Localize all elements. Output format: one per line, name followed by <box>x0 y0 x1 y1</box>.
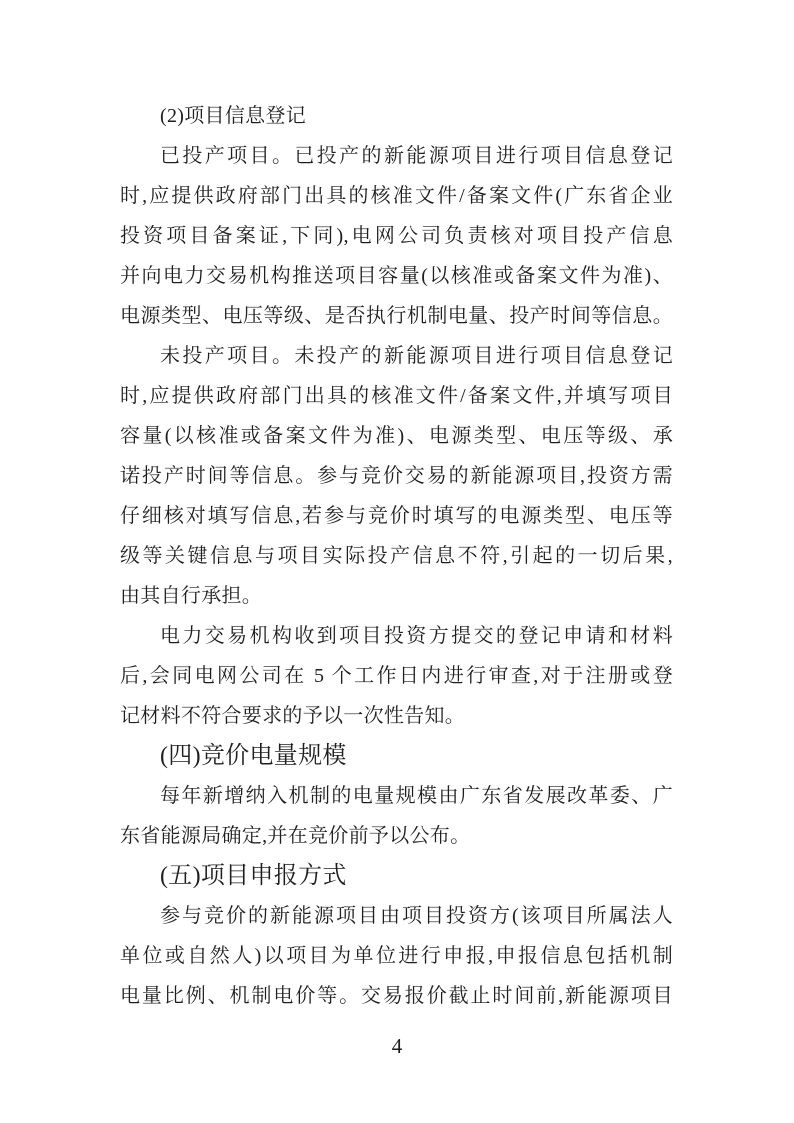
text-line: 电力交易机构收到项目投资方提交的登记申请和材料 <box>160 625 673 647</box>
text-line: 投资项目备案证,下同),电网公司负责核对项目投产信息 <box>120 225 673 247</box>
page-number: 4 <box>391 1034 403 1058</box>
text-line: 时,应提供政府部门出具的核准文件/备案文件(广东省企业 <box>120 185 673 207</box>
text-line: 仔细核对填写信息,若参与竞价时填写的电源类型、电压等 <box>120 505 673 527</box>
sub-section-heading: (2)项目信息登记 <box>160 105 307 127</box>
text-line: 级等关键信息与项目实际投产信息不符,引起的一切后果, <box>120 545 673 567</box>
text-line: 由其自行承担。 <box>120 585 263 607</box>
text-line: 参与竞价的新能源项目由项目投资方(该项目所属法人 <box>160 905 673 927</box>
text-line: 电量比例、机制电价等。交易报价截止时间前,新能源项目 <box>120 985 673 1007</box>
text-line: 并向电力交易机构推送项目容量(以核准或备案文件为准)、 <box>120 265 673 287</box>
page-footer <box>0 1034 794 1058</box>
section-heading: (四)竞价电量规模 <box>160 743 347 769</box>
text-line: 未投产项目。未投产的新能源项目进行项目信息登记 <box>160 345 673 367</box>
text-line: 单位或自然人)以项目为单位进行申报,申报信息包括机制 <box>120 945 673 967</box>
text-line: 电源类型、电压等级、是否执行机制电量、投产时间等信息。 <box>120 305 673 327</box>
section-heading: (五)项目申报方式 <box>160 863 347 889</box>
text-line: 记材料不符合要求的予以一次性告知。 <box>120 705 466 727</box>
text-line: 时,应提供政府部门出具的核准文件/备案文件,并填写项目 <box>120 385 673 407</box>
document-body <box>120 96 673 1016</box>
text-line: 容量(以核准或备案文件为准)、电源类型、电压等级、承 <box>120 425 673 447</box>
text-line: 每年新增纳入机制的电量规模由广东省发展改革委、广 <box>160 785 673 807</box>
text-line: 后,会同电网公司在 5 个工作日内进行审查,对于注册或登 <box>120 665 673 687</box>
text-line: 已投产项目。已投产的新能源项目进行项目信息登记 <box>160 145 673 167</box>
text-line: 东省能源局确定,并在竞价前予以公布。 <box>120 825 471 847</box>
text-line: 诺投产时间等信息。参与竞价交易的新能源项目,投资方需 <box>120 465 673 487</box>
